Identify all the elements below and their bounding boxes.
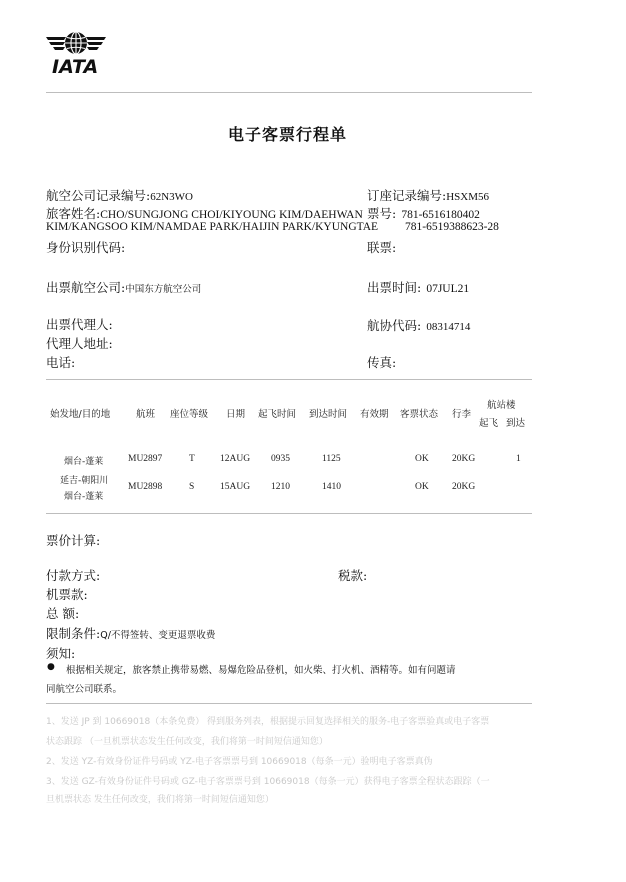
cell-route: 烟台-蓬莱: [64, 457, 104, 467]
notice-bullet: ●: [47, 662, 55, 672]
sms-notice-line: 3、发送 GZ-有效身份证件号码或 GZ-电子客票票号到 10669018（每条一元）获得电子客票全程状态跟踪（一: [46, 777, 490, 787]
iata-logo: [44, 28, 108, 78]
sms-notice-line: 2、发送 YZ-有效身份证件号码或 YZ-电子客票票号到 10669018（每条一元）验明电子客票真伪: [46, 757, 433, 767]
th-terminal: 航站楼: [487, 400, 516, 411]
cell-baggage: 20KG: [452, 482, 476, 492]
globe-wings-icon: [44, 28, 108, 58]
divider-notice: [46, 703, 532, 704]
booking-ref-label: 订座记录编号:: [367, 188, 447, 203]
divider-table-top: [46, 379, 532, 380]
booking-ref-value: HSXM56: [446, 191, 490, 203]
tax-label: 税款:: [338, 568, 368, 583]
issue-time: [367, 277, 469, 296]
passenger-name: [46, 203, 363, 222]
cell-baggage: 20KG: [452, 454, 476, 464]
logo-text: IATA: [52, 56, 99, 78]
issuing-airline-label: 出票航空公司:: [46, 280, 126, 295]
restriction-label: 限制条件:: [46, 626, 101, 641]
cell-status: OK: [415, 482, 429, 492]
cell-arr: 1410: [322, 482, 341, 492]
cell-cabin: T: [189, 454, 195, 464]
notice-text-line1: 根据相关规定，旅客禁止携带易燃、易爆危险品登机，如火柴、打火机、酒精等。如有问题请: [66, 665, 456, 676]
cell-cabin: S: [189, 482, 195, 492]
fax-label: 传真:: [367, 355, 397, 370]
th-validity: 有效期: [360, 409, 389, 420]
th-status: 客票状态: [400, 409, 439, 420]
total-label: 总 额:: [46, 606, 80, 621]
issue-time-label: 出票时间:: [367, 280, 422, 295]
notice-label: 须知:: [46, 646, 76, 661]
page-title: 电子客票行程单: [228, 125, 348, 144]
issuing-airline: [46, 277, 201, 296]
th-terminal-arr: 到达: [506, 418, 526, 429]
agent-label: 出票代理人:: [46, 317, 113, 332]
cell-route-line2: 烟台-蓬莱: [64, 492, 104, 502]
fare-calc-label: 票价计算:: [46, 533, 101, 548]
sms-notice-line: 旦机票状态 发生任何改变，我们将第一时间短信通知您）: [46, 795, 274, 805]
th-route: 始发地/目的地: [50, 409, 111, 420]
cell-flight: MU2897: [128, 454, 163, 464]
sms-notice-line: 1、发送 JP 到 10669018（本条免费） 得到服务列表，根据提示回复选择相关的服务-电子客票验真或电子客票: [46, 717, 490, 727]
iata-code-label: 航协代码:: [367, 318, 422, 333]
th-baggage: 行李: [452, 409, 472, 420]
issuing-airline-value: 中国东方航空公司: [125, 284, 202, 295]
cell-dep: 1210: [271, 482, 290, 492]
agent-address-label: 代理人地址:: [46, 336, 113, 351]
airline-pnr-label: 航空公司记录编号:: [46, 188, 151, 203]
th-arr-time: 到达时间: [309, 409, 348, 420]
cell-flight: MU2898: [128, 482, 163, 492]
ticket-no-1: 781-6516180402: [401, 209, 480, 221]
cell-status: OK: [415, 454, 429, 464]
th-terminal-dep: 起飞: [479, 418, 499, 429]
airline-pnr: [46, 185, 193, 204]
cell-date: 12AUG: [220, 454, 251, 464]
restriction: [46, 623, 215, 642]
ticket-number: [367, 203, 480, 222]
payment-label: 付款方式:: [46, 568, 101, 583]
iata-code-value: 08314714: [426, 321, 471, 333]
th-cabin: 座位等级: [170, 409, 209, 420]
th-date: 日期: [226, 409, 246, 420]
ticket-no-label: 票号:: [367, 206, 397, 221]
passenger-label: 旅客姓名:: [46, 206, 101, 221]
cell-arr: 1125: [322, 454, 341, 464]
joint-ticket-label: 联票:: [367, 240, 397, 255]
issue-time-value: 07JUL21: [426, 283, 470, 295]
iata-code: [367, 315, 470, 334]
passenger-line2: KIM/KANGSOO KIM/NAMDAE PARK/HAIJIN PARK/KYUNGTAE: [46, 221, 379, 233]
sms-notice-line: 状态跟踪 （一旦机票状态发生任何改变，我们将第一时间短信通知您）: [46, 737, 328, 747]
th-flight: 航班: [136, 409, 156, 420]
cell-route-line1: 延吉-朝阳川: [60, 476, 109, 486]
airline-pnr-value: 62N3WO: [150, 191, 193, 203]
cell-terminal: 1: [516, 454, 521, 464]
phone-label: 电话:: [46, 355, 76, 370]
cell-date: 15AUG: [220, 482, 251, 492]
ticket-no-2: 781-6519388623-28: [405, 221, 499, 233]
fare-label: 机票款:: [46, 587, 88, 602]
divider-top: [46, 92, 532, 93]
restriction-value: Q/不得签转、变更退票收费: [100, 630, 216, 641]
notice-text-line2: 同航空公司联系。: [46, 684, 123, 695]
id-code-label: 身份识别代码:: [46, 240, 126, 255]
booking-ref: [367, 185, 489, 204]
divider-table-bottom: [46, 513, 532, 514]
cell-dep: 0935: [271, 454, 290, 464]
th-dep-time: 起飞时间: [258, 409, 297, 420]
passenger-line1: CHO/SUNGJONG CHOI/KIYOUNG KIM/DAEHWAN: [100, 209, 363, 221]
